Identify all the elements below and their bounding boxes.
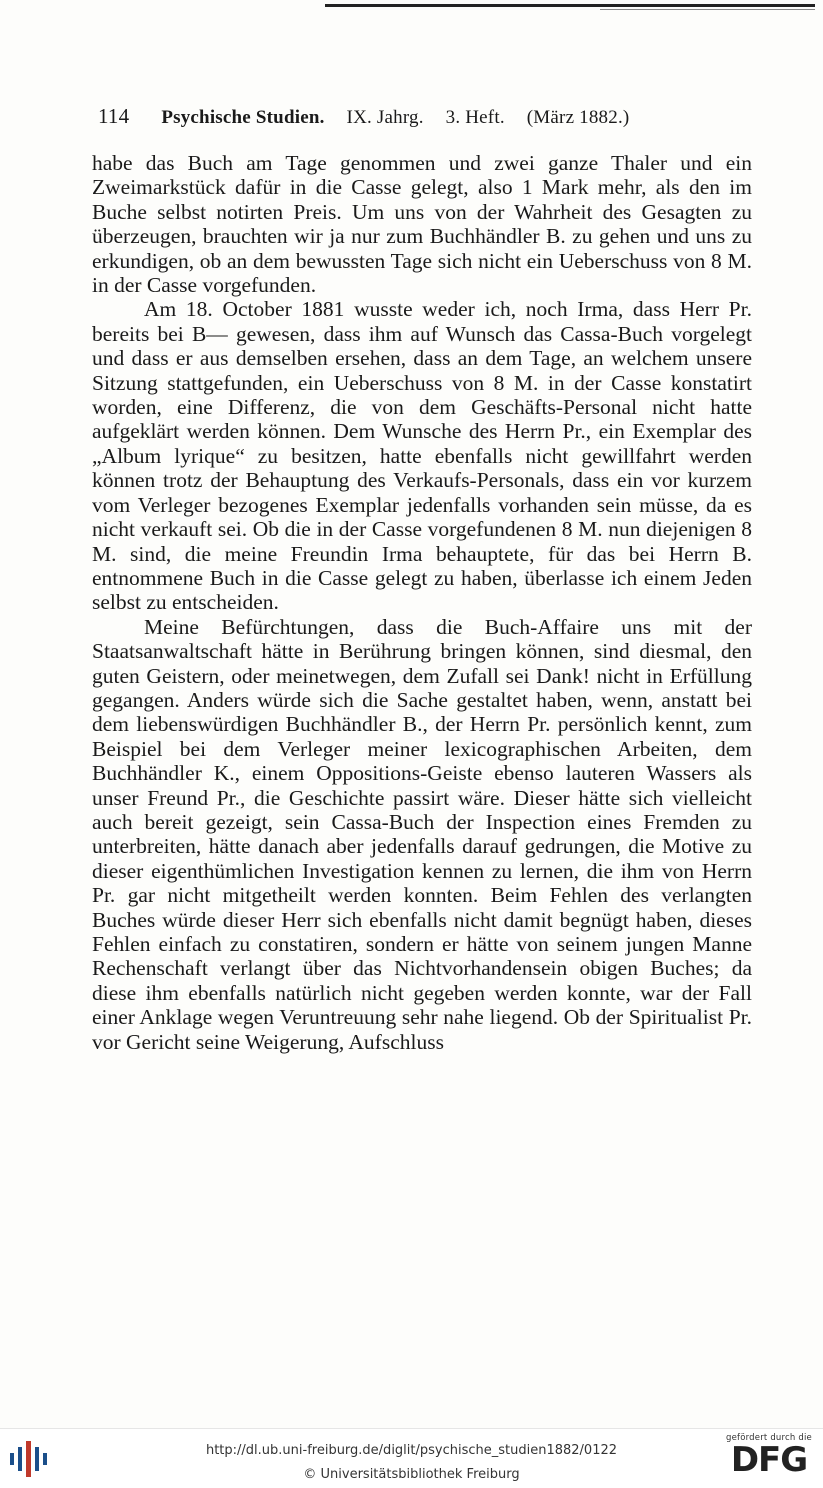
page-body [92,151,752,1054]
paragraph-2: Am 18. October 1881 wusste weder ich, noch Irma, dass Herr Pr. bereits bei B— gewesen, dass ihm auf Wunsch das Cassa-Buch vorgelegt und dass er aus demselben ersehen, dass an dem Tage, an welchem unsere Sitzung stattgefunden, ein Ueberschuss von 8 M. in der Casse konstatirt worden, eine Differenz, die von dem Geschäfts-Personal nicht hatte aufgeklärt werden können. Dem Wunsche des Herrn Pr., ein Exemplar des „Album lyrique“ zu besitzen, hatte ebenfalls nicht gewillfahrt werden können trotz der Behauptung des Verkaufs-Personals, dass ein vor kurzem vom Verleger bezogenes Exemplar jedenfalls vorhanden sein müsse, da es nicht verkauft sei. Ob die in der Casse vorgefundenen 8 M. nun diejenigen 8 M. sind, die meine Freundin Irma behauptete, für das bei Herrn B. entnommene Buch in die Casse gelegt zu haben, überlasse ich einem Jeden selbst zu entscheiden. [92,297,752,615]
volume-label: IX. Jahrg. [346,107,424,128]
journal-title: Psychische Studien. [161,107,325,128]
page-number: 114 [98,104,130,128]
viewer-footer [0,1428,823,1488]
dfg-wordmark: DFG [730,1440,808,1480]
issue-date: (März 1882.) [526,107,630,128]
top-rule [325,4,815,7]
source-url-link[interactable]: http://dl.ub.uni-freiburg.de/diglit/psychische_studien1882/0122 [205,1443,618,1458]
dfg-logo [723,1433,815,1483]
copyright-text: © Universitätsbibliothek Freiburg [303,1467,520,1482]
dfg-sublabel: gefördert durch die [726,1433,812,1443]
paragraph-3: Meine Befürchtungen, dass die Buch-Affaire uns mit der Staatsanwaltschaft hätte in Berührung bringen können, sind diesmal, den guten Geistern, oder meinetwegen, dem Zufall sei Dank! nicht in Erfüllung gegangen. Anders würde sich die Sache gestaltet haben, wenn, anstatt bei dem liebenswürdigen Buchhändler B., der Herrn Pr. persönlich kennt, zum Beispiel bei dem Verleger meiner lexicographischen Arbeiten, dem Buchhändler K., einem Oppositions-Geiste ebenso lauteren Wassers als unser Freund Pr., die Geschichte passirt wäre. Dieser hätte sich vielleicht auch bereit gezeigt, sein Cassa-Buch der Inspection eines Fremden zu unterbreiten, hätte danach aber jedenfalls darauf gedrungen, die Motive zu dieser eigenthümlichen Investigation kennen zu lernen, die ihm von Herrn Pr. gar nicht mitgetheilt werden konnten. Beim Fehlen des verlangten Buches würde dieser Herr sich ebenfalls nicht damit begnügt haben, dieses Fehlen einfach zu constatiren, sondern er hätte von seinem jungen Manne Rechenschaft verlangt über das Nichtvorhandensein obigen Buches; da diese ihm ebenfalls natürlich nicht gegeben werden konnte, war der Fall einer Anklage wegen Veruntreuung sehr nahe liegend. Ob der Spiritualist Pr. vor Gericht seine Weigerung, Aufschluss [92,614,752,1054]
issue-label: 3. Heft. [445,107,505,128]
paragraph-1: habe das Buch am Tage genommen und zwei ganze Thaler und ein Zweimarkstück dafür in die Casse gelegt, also 1 Mark mehr, als den im Buche selbst notirten Preis. Um uns von der Wahrheit des Gesagten zu überzeugen, brauchten wir ja nur zum Buchhändler B. zu gehen und uns zu erkundigen, ob an dem bewussten Tage sich nicht ein Ueberschuss von 8 M. in der Casse vorgefunden. [92,151,752,298]
running-header [98,104,758,134]
top-rule-thin [600,9,815,10]
